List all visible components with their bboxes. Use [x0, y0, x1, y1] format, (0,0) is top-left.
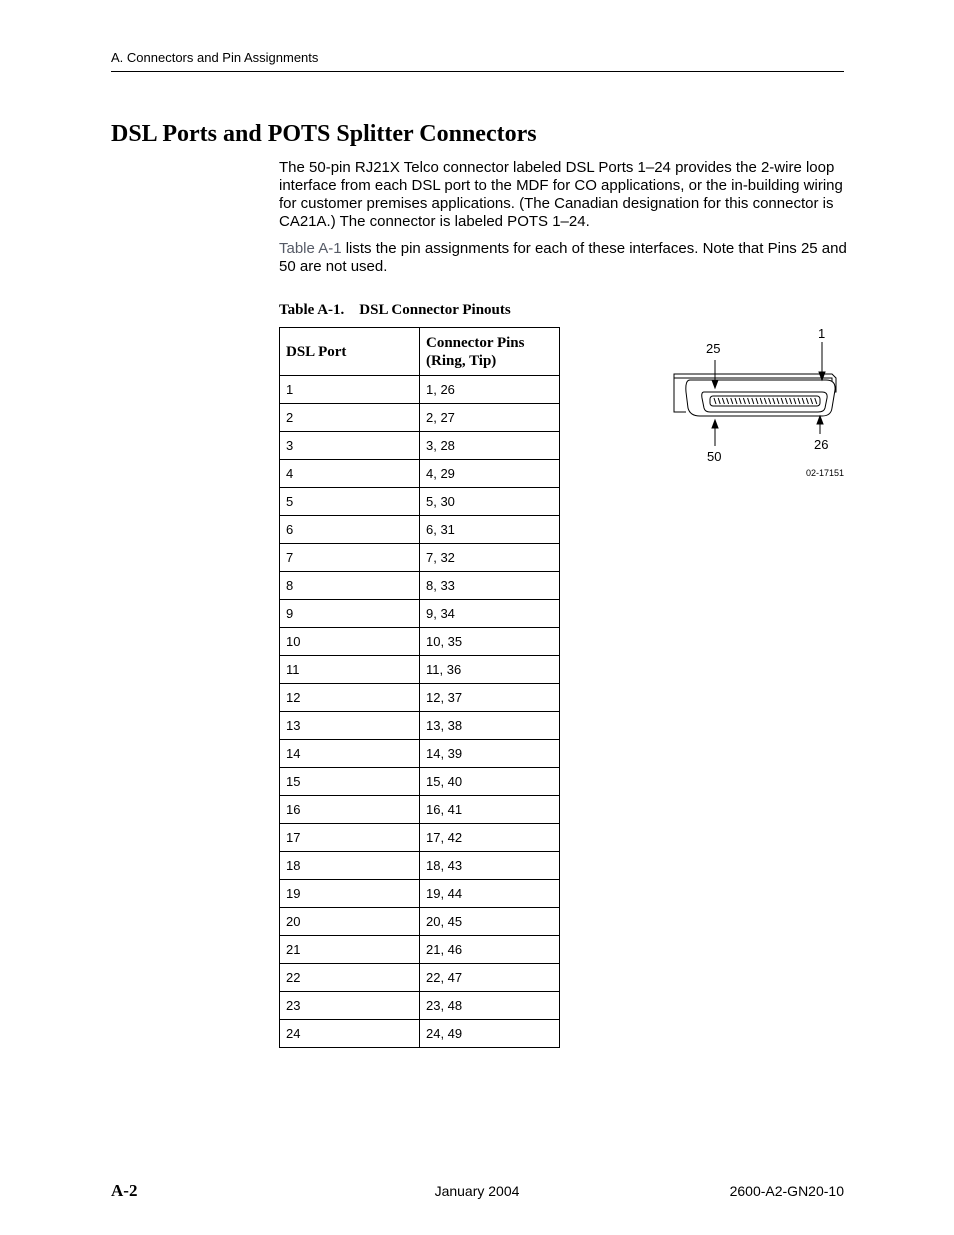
document-number: 2600-A2-GN20-10: [729, 1183, 844, 1199]
running-header: A. Connectors and Pin Assignments: [111, 50, 319, 65]
dsl-port-cell: 12: [280, 684, 420, 712]
dsl-port-cell: 4: [280, 460, 420, 488]
table-row: [280, 488, 560, 516]
connector-pins-cell: 8, 33: [420, 572, 560, 600]
connector-pins-cell: 13, 38: [420, 712, 560, 740]
header-connector-pins: [420, 328, 560, 376]
dsl-port-cell: 22: [280, 964, 420, 992]
dsl-port-cell: 9: [280, 600, 420, 628]
table-row: [280, 572, 560, 600]
table-row: [280, 768, 560, 796]
table-row: [280, 880, 560, 908]
table-row: [280, 544, 560, 572]
dsl-port-cell: 2: [280, 404, 420, 432]
connector-pins-cell: 18, 43: [420, 852, 560, 880]
table-row: [280, 740, 560, 768]
figure-id: 02-17151: [806, 468, 845, 478]
table-row: [280, 656, 560, 684]
table-row: [280, 628, 560, 656]
table-row: [280, 1020, 560, 1048]
table-reference-text: lists the pin assignments for each of these interfaces. Note that Pins 25 and 50 are not used.: [279, 240, 847, 275]
connector-pins-cell: 17, 42: [420, 824, 560, 852]
table-row: [280, 964, 560, 992]
table-row: [280, 600, 560, 628]
connector-pins-cell: 16, 41: [420, 796, 560, 824]
dsl-port-cell: 14: [280, 740, 420, 768]
dsl-port-cell: 21: [280, 936, 420, 964]
pin-label-25: 25: [706, 341, 721, 356]
table-row: [280, 992, 560, 1020]
header-dsl-port: [280, 328, 420, 376]
dsl-port-cell: 19: [280, 880, 420, 908]
table-a1-link[interactable]: Table A-1: [279, 240, 342, 257]
dsl-port-cell: 13: [280, 712, 420, 740]
connector-pins-cell: 3, 28: [420, 432, 560, 460]
dsl-port-cell: 18: [280, 852, 420, 880]
dsl-port-cell: 16: [280, 796, 420, 824]
table-row: [280, 936, 560, 964]
dsl-port-cell: 20: [280, 908, 420, 936]
table-row: [280, 404, 560, 432]
connector-pins-cell: 1, 26: [420, 376, 560, 404]
connector-pins-cell: 5, 30: [420, 488, 560, 516]
table-reference-paragraph: [279, 240, 849, 276]
table-header-row: [280, 328, 560, 376]
table-caption: Table A-1. DSL Connector Pinouts: [279, 302, 511, 318]
table-row: [280, 712, 560, 740]
dsl-port-cell: 10: [280, 628, 420, 656]
table-row: [280, 516, 560, 544]
dsl-port-cell: 17: [280, 824, 420, 852]
connector-pins-cell: 24, 49: [420, 1020, 560, 1048]
table-row: [280, 684, 560, 712]
connector-pins-cell: 6, 31: [420, 516, 560, 544]
connector-pins-cell: 14, 39: [420, 740, 560, 768]
dsl-port-cell: 3: [280, 432, 420, 460]
pin-label-50: 50: [707, 449, 722, 464]
dsl-port-cell: 5: [280, 488, 420, 516]
table-row: [280, 824, 560, 852]
connector-pins-cell: 19, 44: [420, 880, 560, 908]
table-row: [280, 796, 560, 824]
rj21x-connector-icon: [674, 374, 836, 416]
connector-pins-cell: 20, 45: [420, 908, 560, 936]
table-row: [280, 852, 560, 880]
table-row: [280, 908, 560, 936]
pinout-table: [279, 327, 560, 1048]
table-body: [280, 376, 560, 1048]
connector-pins-cell: 9, 34: [420, 600, 560, 628]
table-row: [280, 432, 560, 460]
table-row: [280, 460, 560, 488]
intro-paragraph: The 50-pin RJ21X Telco connector labeled DSL Ports 1–24 provides the 2-wire loop interface from each DSL port to the MDF for CO applications, or the in-building wiring for customer premises applications. (The Canadian designation for this connector is CA21A.) The connector is labeled POTS 1–24.: [279, 159, 843, 230]
connector-pins-cell: 23, 48: [420, 992, 560, 1020]
header-connector-pins-line1: Connector Pins: [426, 334, 525, 351]
connector-pins-cell: 4, 29: [420, 460, 560, 488]
connector-pins-cell: 2, 27: [420, 404, 560, 432]
header-dsl-port-label: DSL Port: [286, 343, 347, 360]
dsl-port-cell: 23: [280, 992, 420, 1020]
pin-label-1: 1: [818, 326, 826, 341]
dsl-port-cell: 11: [280, 656, 420, 684]
dsl-port-cell: 24: [280, 1020, 420, 1048]
pin-label-26: 26: [814, 437, 829, 452]
connector-pins-cell: 21, 46: [420, 936, 560, 964]
dsl-port-cell: 6: [280, 516, 420, 544]
header-rule: [111, 71, 844, 72]
connector-pins-cell: 15, 40: [420, 768, 560, 796]
connector-pins-cell: 7, 32: [420, 544, 560, 572]
page-number: A-2: [111, 1181, 138, 1200]
connector-pins-cell: 10, 35: [420, 628, 560, 656]
connector-figure: [660, 320, 850, 485]
section-title: DSL Ports and POTS Splitter Connectors: [111, 121, 537, 147]
connector-pins-cell: 12, 37: [420, 684, 560, 712]
table-row: [280, 376, 560, 404]
connector-pins-cell: 11, 36: [420, 656, 560, 684]
footer-date: January 2004: [434, 1183, 520, 1199]
dsl-port-cell: 7: [280, 544, 420, 572]
header-connector-pins-line2: (Ring, Tip): [426, 352, 497, 369]
dsl-port-cell: 15: [280, 768, 420, 796]
connector-pins-cell: 22, 47: [420, 964, 560, 992]
dsl-port-cell: 8: [280, 572, 420, 600]
dsl-port-cell: 1: [280, 376, 420, 404]
